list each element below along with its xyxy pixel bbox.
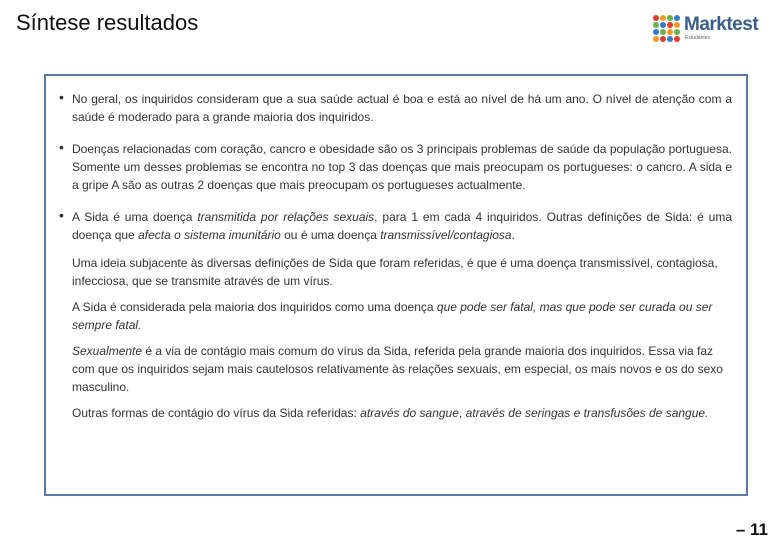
bullet-dot-icon: • [59,207,64,223]
logo-text: Marktest [684,14,759,35]
bullet-text-emphasis: transmitida por relações sexuais [197,210,375,224]
bullet-text-emphasis: transmissível/contagiosa [380,228,512,242]
paragraph-other-forms [60,404,732,422]
marktest-logo [652,14,762,44]
bullet-text-part: , para 1 em cada 4 inquiridos. Outras definições de Sida: é uma doença que [72,210,732,242]
paragraph-emphasis: através de seringas e transfusões de sangue. [465,406,709,420]
bullet-text: Doenças relacionadas com coração, cancro e obesidade são os 3 principais problemas de saúde da população portuguesa. Somente um desses problemas se encontra no top 3 das doenças que mais preocupam os portugueses: o cancro. A sida e a gripe A são as outras 2 doenças que mais preocupam os portugueses actualmente. [72,142,732,192]
bullet-text-part: . [511,228,515,242]
paragraph-emphasis: através do sangue [360,406,459,420]
bullet-text: No geral, os inquiridos consideram que a sua saúde actual é boa e está ao nível de há um ano. O nível de atenção com a saúde é moderado para a grande maioria dos inquiridos. [72,92,732,124]
page-title: Síntese resultados [16,10,199,35]
page-number: – 11 [735,520,768,539]
logo-dots-icon [652,14,682,44]
logo-subtitle: Estudantes [685,35,711,41]
paragraph-emphasis: que pode ser fatal, mas que pode ser curada ou ser sempre fatal. [72,300,713,332]
paragraph-fatal [60,298,732,334]
bullet-dot-icon: • [59,89,64,105]
bullet-text-part: A Sida é uma doença [72,210,198,224]
paragraph-emphasis: Sexualmente [72,344,143,358]
paragraph-text: Uma ideia subjacente às diversas definições de Sida que foram referidas, é que é uma doença transmissível, contagiosa, infecciosa, que se transmite através de um vírus. [72,256,718,288]
summary-box [44,74,748,496]
bullet-health-status [60,90,732,126]
bullet-text-emphasis: afecta o sistema imunitário [138,228,281,242]
paragraph-underlying-idea [60,254,732,290]
bullet-dot-icon: • [59,139,64,155]
bullet-text-part: ou é uma doença [280,228,381,242]
bullet-main-diseases [60,140,732,194]
paragraph-contagion [60,342,732,396]
summary-content [60,90,732,430]
paragraph-text: Outras formas de contágio do vírus da Sida referidas: [72,406,361,420]
paragraph-text: , [458,406,466,420]
bullet-sida-definition [60,208,732,244]
paragraph-text: A Sida é considerada pela maioria dos inquiridos como uma doença [72,300,437,314]
paragraph-text: é a via de contágio mais comum do vírus da Sida, referida pela grande maioria dos inquiridos. Essa via faz com que os inquiridos sejam mais cautelosos relativamente às relações sexuais, em especial, os mais novos e os do sexo masculino. [72,344,723,394]
